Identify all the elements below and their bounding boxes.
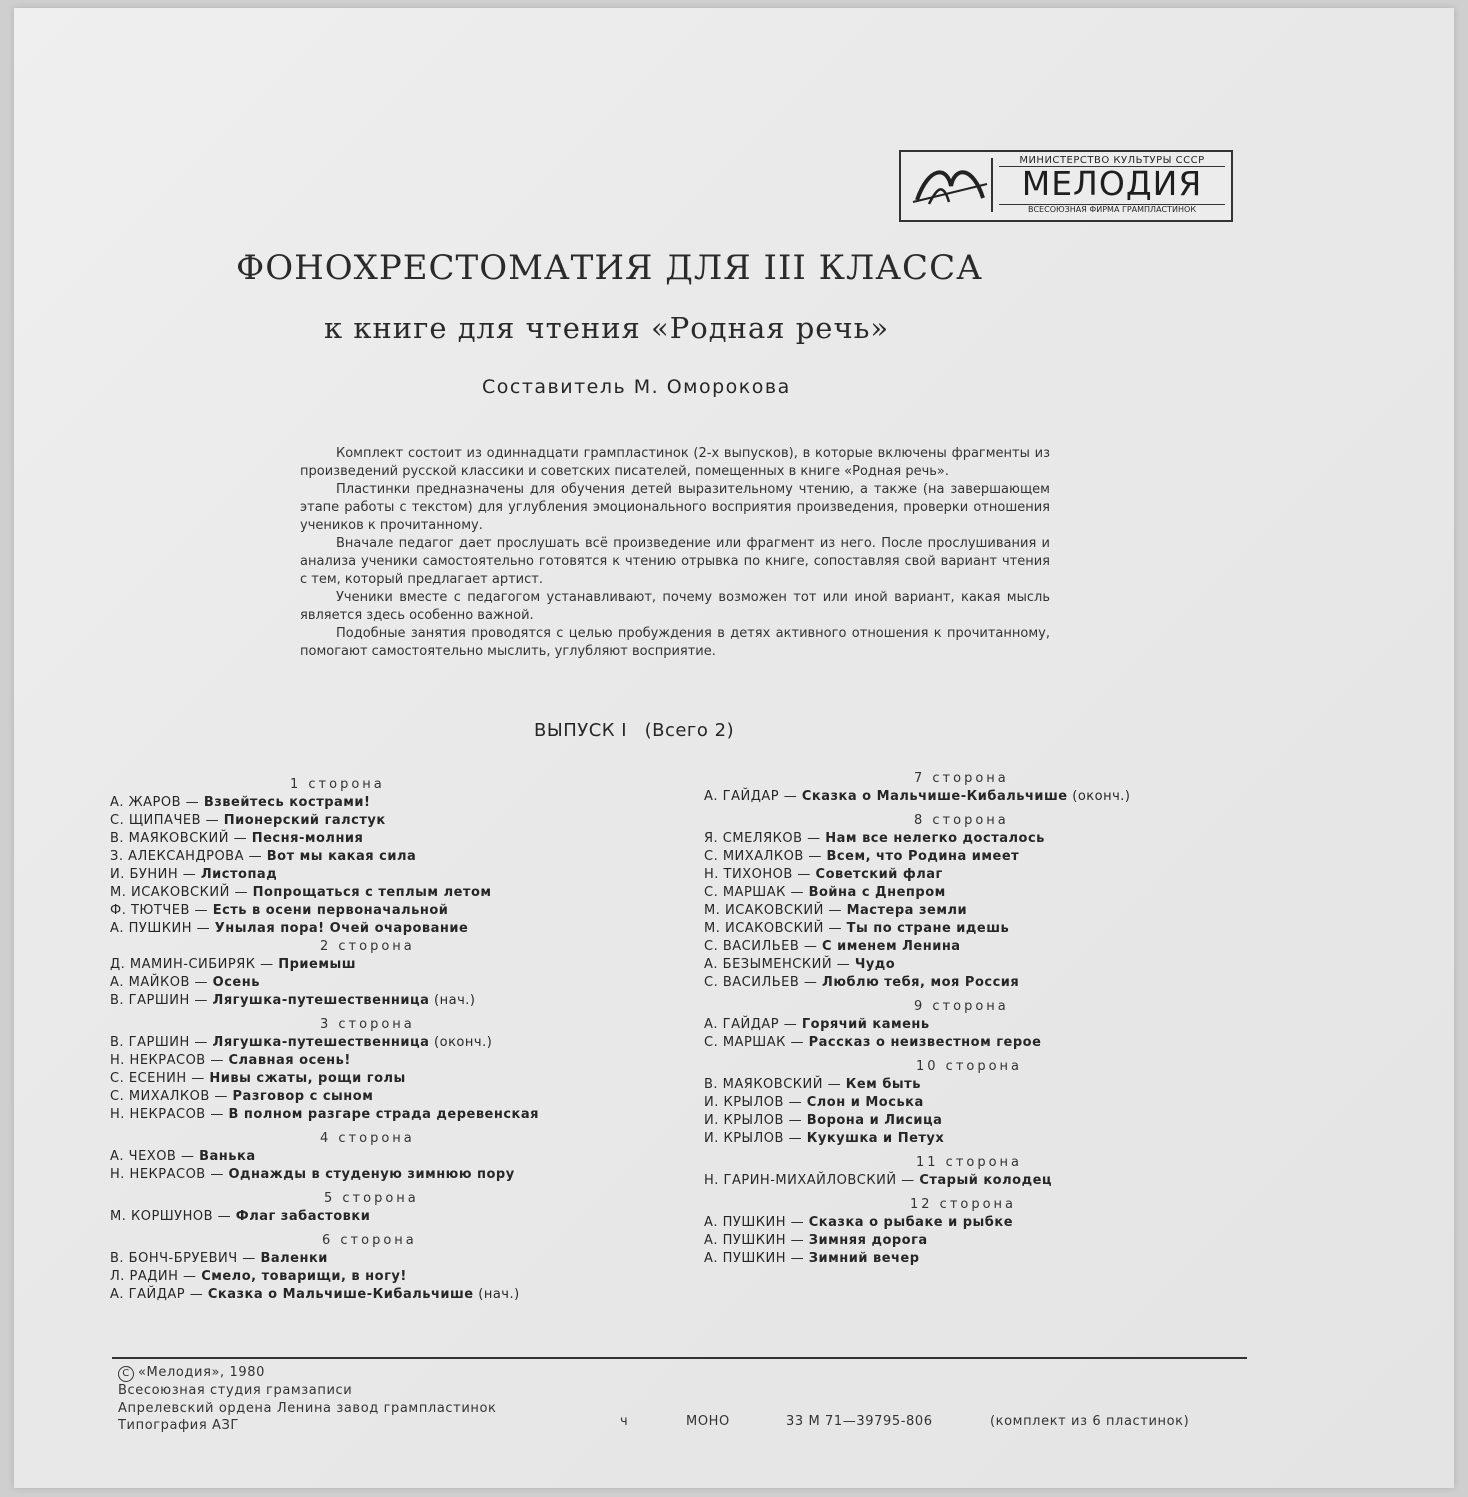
side-block xyxy=(110,1130,670,1184)
track-author: М. КОРШУНОВ — xyxy=(110,1209,236,1224)
track-row xyxy=(704,920,1264,938)
track-row xyxy=(704,848,1264,866)
track-author: С. ВАСИЛЬЕВ — xyxy=(704,939,823,954)
track-row xyxy=(704,1034,1264,1052)
track-author: Ф. ТЮТЧЕВ — xyxy=(110,903,213,918)
side-block xyxy=(704,770,1264,806)
side-block xyxy=(704,998,1264,1052)
track-work: Осень xyxy=(212,975,260,990)
track-author: С. ЕСЕНИН — xyxy=(110,1071,210,1086)
track-work: С именем Ленина xyxy=(822,939,961,954)
side-heading: 4 сторона xyxy=(320,1131,415,1146)
track-row xyxy=(704,1214,1264,1232)
description-paragraph: Комплект состоит из одиннадцати грампластинок (2-х выпусков), в которые включены фрагменты из произведений русской классики и советских писателей, помещенных в книге «Родная речь». xyxy=(300,446,1050,479)
track-author: И. БУНИН — xyxy=(110,867,201,882)
track-row xyxy=(704,1094,1264,1112)
track-row xyxy=(704,1250,1264,1268)
track-row xyxy=(704,866,1264,884)
track-row xyxy=(110,1088,670,1106)
side-heading: 5 сторона xyxy=(324,1191,419,1206)
issue-total: (Всего 2) xyxy=(644,720,735,741)
track-work: Пионерский галстук xyxy=(223,813,386,828)
track-author: Н. ГАРИН-МИХАЙЛОВСКИЙ — xyxy=(704,1173,920,1188)
track-row xyxy=(704,974,1264,992)
track-work: Ворона и Лисица xyxy=(806,1113,943,1128)
track-author: С. МАРШАК — xyxy=(704,885,809,900)
track-row xyxy=(110,830,670,848)
side-block xyxy=(704,1154,1264,1190)
track-author: Д. МАМИН-СИБИРЯК — xyxy=(110,957,279,972)
track-work: Есть в осени первоначальной xyxy=(212,903,449,918)
description xyxy=(300,445,1050,661)
track-author: С. ВАСИЛЬЕВ — xyxy=(704,975,823,990)
track-work: Сказка о рыбаке и рыбке xyxy=(808,1215,1014,1230)
logo-brand-name: МЕЛОДИЯ xyxy=(1021,164,1203,203)
track-row xyxy=(704,1130,1264,1148)
track-work: Смело, товарищи, в ногу! xyxy=(201,1269,407,1284)
track-row xyxy=(110,1106,670,1124)
side-block xyxy=(704,812,1264,992)
track-author: М. ИСАКОВСКИЙ — xyxy=(110,885,253,900)
track-work: Лягушка-путешественница xyxy=(212,993,430,1008)
track-work: Война с Днепром xyxy=(808,885,946,900)
footer-credits xyxy=(118,1364,638,1435)
track-work: Ванька xyxy=(199,1149,256,1164)
track-work: Славная осень! xyxy=(228,1053,351,1068)
side-heading: 8 сторона xyxy=(914,813,1009,828)
track-note: (оконч.) xyxy=(1067,789,1131,804)
side-heading: 1 сторона xyxy=(290,777,385,792)
side-block xyxy=(110,1190,670,1226)
track-work: Советский флаг xyxy=(815,867,943,882)
track-work: Кукушка и Петух xyxy=(806,1131,945,1146)
track-row xyxy=(110,1166,670,1184)
track-author: В. БОНЧ-БРУЕВИЧ — xyxy=(110,1251,261,1266)
melodiya-logo xyxy=(899,150,1233,222)
track-author: М. ИСАКОВСКИЙ — xyxy=(704,903,847,918)
track-work: Песня-молния xyxy=(251,831,364,846)
track-author: З. АЛЕКСАНДРОВА — xyxy=(110,849,267,864)
track-work: Зимний вечер xyxy=(808,1251,920,1266)
track-row xyxy=(110,848,670,866)
album-subtitle: к книге для чтения «Родная речь» xyxy=(324,311,890,345)
plant-line: Апрелевский ордена Ленина завод грампластинок xyxy=(118,1400,497,1416)
track-row xyxy=(110,812,670,830)
track-row xyxy=(110,1250,670,1268)
track-work: Разговор с сыном xyxy=(232,1089,374,1104)
track-author: С. МИХАЛКОВ — xyxy=(704,849,827,864)
tracklist-right-column xyxy=(704,770,1264,1268)
studio-line: Всесоюзная студия грамзаписи xyxy=(118,1383,353,1398)
track-row xyxy=(704,1076,1264,1094)
track-author: В. ГАРШИН — xyxy=(110,993,213,1008)
track-work: Нам все нелегко досталось xyxy=(825,831,1045,846)
side-heading: 2 сторона xyxy=(320,939,415,954)
track-work: Листопад xyxy=(200,867,278,882)
track-work: Нивы сжаты, рощи голы xyxy=(209,1071,406,1086)
track-note: (нач.) xyxy=(429,993,476,1008)
track-author: И. КРЫЛОВ — xyxy=(704,1095,807,1110)
side-heading: 10 сторона xyxy=(916,1059,1023,1074)
track-work: В полном разгаре страда деревенская xyxy=(228,1107,539,1122)
track-note: (оконч.) xyxy=(429,1035,493,1050)
track-author: А. ЖАРОВ — xyxy=(110,795,204,810)
track-row xyxy=(704,884,1264,902)
logo-firm-text: ВСЕСОЮЗНАЯ ФИРМА ГРАМПЛАСТИНОК xyxy=(999,204,1225,214)
side-block xyxy=(704,1058,1264,1148)
track-author: Л. РАДИН — xyxy=(110,1269,202,1284)
side-block xyxy=(110,1232,670,1304)
side-block xyxy=(110,1016,670,1124)
track-author: А. ПУШКИН — xyxy=(110,921,215,936)
track-work: Ты по стране идешь xyxy=(846,921,1010,936)
record-sleeve-back xyxy=(14,8,1454,1488)
track-author: С. МИХАЛКОВ — xyxy=(110,1089,233,1104)
track-work: Лягушка-путешественница xyxy=(212,1035,430,1050)
track-work: Рассказ о неизвестном герое xyxy=(808,1035,1042,1050)
issue-label: ВЫПУСК I xyxy=(534,720,628,741)
track-work: Слон и Моська xyxy=(806,1095,924,1110)
side-heading: 11 сторона xyxy=(916,1155,1023,1170)
mono-label: МОНО xyxy=(686,1414,730,1429)
track-work: Попрощаться с теплым летом xyxy=(252,885,492,900)
compiler-credit: Составитель М. Оморокова xyxy=(482,376,791,398)
track-row xyxy=(110,794,670,812)
track-row xyxy=(110,974,670,992)
track-author: Н. НЕКРАСОВ — xyxy=(110,1167,229,1182)
track-author: А. ЧЕХОВ — xyxy=(110,1149,200,1164)
tracklist-left-column xyxy=(110,776,670,1304)
track-row xyxy=(110,1286,670,1304)
track-row xyxy=(110,1070,670,1088)
track-work: Сказка о Мальчише-Кибальчише xyxy=(801,789,1068,804)
track-row xyxy=(110,992,670,1010)
track-note: (нач.) xyxy=(473,1287,520,1302)
track-row xyxy=(110,1148,670,1166)
track-row xyxy=(704,1016,1264,1034)
description-paragraph: Ученики вместе с педагогом устанавливают, почему возможен тот или иной вариант, какая мысль является здесь особенно важной. xyxy=(300,590,1050,623)
track-author: Н. ТИХОНОВ — xyxy=(704,867,816,882)
side-heading: 12 сторона xyxy=(910,1197,1017,1212)
track-row xyxy=(110,1208,670,1226)
track-work: Мастера земли xyxy=(846,903,968,918)
side-block xyxy=(110,776,670,938)
track-row xyxy=(110,956,670,974)
track-work: Кем быть xyxy=(845,1077,921,1092)
track-author: А. ПУШКИН — xyxy=(704,1215,809,1230)
track-work: Всем, что Родина имеет xyxy=(826,849,1020,864)
track-work: Взвейтесь кострами! xyxy=(203,795,371,810)
track-row xyxy=(110,920,670,938)
track-author: В. ГАРШИН — xyxy=(110,1035,213,1050)
track-author: С. МАРШАК — xyxy=(704,1035,809,1050)
track-work: Валенки xyxy=(260,1251,328,1266)
track-author: С. ЩИПАЧЕВ — xyxy=(110,813,224,828)
track-author: А. ГАЙДАР — xyxy=(704,789,802,804)
track-row xyxy=(110,902,670,920)
track-work: Сказка о Мальчише-Кибальчише xyxy=(207,1287,474,1302)
track-author: А. ГАЙДАР — xyxy=(110,1287,208,1302)
track-row xyxy=(110,1052,670,1070)
footer-divider xyxy=(112,1357,1247,1359)
track-work: Зимняя дорога xyxy=(808,1233,928,1248)
track-row xyxy=(704,788,1264,806)
description-paragraph: Подобные занятия проводятся с целью пробуждения в детях активного отношения к прочитанному, помогают самостоятельно мыслить, углубляют восприятие. xyxy=(300,626,1050,659)
track-author: А. БЕЗЫМЕНСКИЙ — xyxy=(704,957,855,972)
track-author: И. КРЫЛОВ — xyxy=(704,1113,807,1128)
track-author: М. ИСАКОВСКИЙ — xyxy=(704,921,847,936)
copyright-line: «Мелодия», 1980 xyxy=(138,1365,265,1380)
track-row xyxy=(110,884,670,902)
track-row xyxy=(704,1112,1264,1130)
track-row xyxy=(704,830,1264,848)
side-heading: 7 сторона xyxy=(914,771,1009,786)
copyright-icon: С xyxy=(118,1366,134,1382)
footer-mark: ч xyxy=(620,1414,629,1429)
track-author: В. МАЯКОВСКИЙ — xyxy=(110,831,252,846)
track-row xyxy=(110,1034,670,1052)
track-work: Унылая пора! Очей очарование xyxy=(214,921,469,936)
track-row xyxy=(704,938,1264,956)
logo-ministry-text: МИНИСТЕРСТВО КУЛЬТУРЫ СССР xyxy=(999,155,1225,167)
side-heading: 9 сторона xyxy=(914,999,1009,1014)
track-author: А. ПУШКИН — xyxy=(704,1251,809,1266)
track-work: Горячий камень xyxy=(801,1017,930,1032)
track-work: Чудо xyxy=(854,957,896,972)
track-author: А. ПУШКИН — xyxy=(704,1233,809,1248)
track-author: А. МАЙКОВ — xyxy=(110,975,213,990)
track-row xyxy=(110,1268,670,1286)
side-block xyxy=(704,1196,1264,1268)
track-author: И. КРЫЛОВ — xyxy=(704,1131,807,1146)
track-work: Однажды в студеную зимнюю пору xyxy=(228,1167,515,1182)
track-row xyxy=(704,902,1264,920)
track-author: Н. НЕКРАСОВ — xyxy=(110,1107,229,1122)
set-note: (комплект из 6 пластинок) xyxy=(990,1414,1190,1429)
track-work: Приемыш xyxy=(278,957,357,972)
issue-heading xyxy=(534,720,854,741)
track-row xyxy=(704,1232,1264,1250)
side-heading: 6 сторона xyxy=(322,1233,417,1248)
track-row xyxy=(704,1172,1264,1190)
track-row xyxy=(110,866,670,884)
description-paragraph: Пластинки предназначены для обучения детей выразительному чтению, а также (на завершающем этапе работы с текстом) для углубления эмоционального восприятия произведения, проверки отношения учеников к прочитанному. xyxy=(300,482,1050,533)
side-heading: 3 сторона xyxy=(320,1017,415,1032)
track-work: Старый колодец xyxy=(919,1173,1053,1188)
track-work: Флаг забастовки xyxy=(235,1209,371,1224)
printing-line: Типография АЗГ xyxy=(118,1418,239,1433)
album-title: ФОНОХРЕСТОМАТИЯ ДЛЯ III КЛАССА xyxy=(236,248,983,288)
track-row xyxy=(704,956,1264,974)
catalog-number: 33 М 71—39795-806 xyxy=(786,1414,933,1429)
track-work: Вот мы какая сила xyxy=(266,849,417,864)
track-author: Я. СМЕЛЯКОВ — xyxy=(704,831,826,846)
side-block xyxy=(110,938,670,1010)
description-paragraph: Вначале педагог дает прослушать всё произведение или фрагмент из него. После прослушивания и анализа ученики самостоятельно готовятся к чтению отрывка по книге, сопоставляя свой вариант чтения с тем, который предлагает артист. xyxy=(300,536,1050,587)
track-author: В. МАЯКОВСКИЙ — xyxy=(704,1077,846,1092)
track-author: А. ГАЙДАР — xyxy=(704,1017,802,1032)
melodiya-emblem-icon xyxy=(907,158,993,212)
track-author: Н. НЕКРАСОВ — xyxy=(110,1053,229,1068)
track-work: Люблю тебя, моя Россия xyxy=(822,975,1020,990)
